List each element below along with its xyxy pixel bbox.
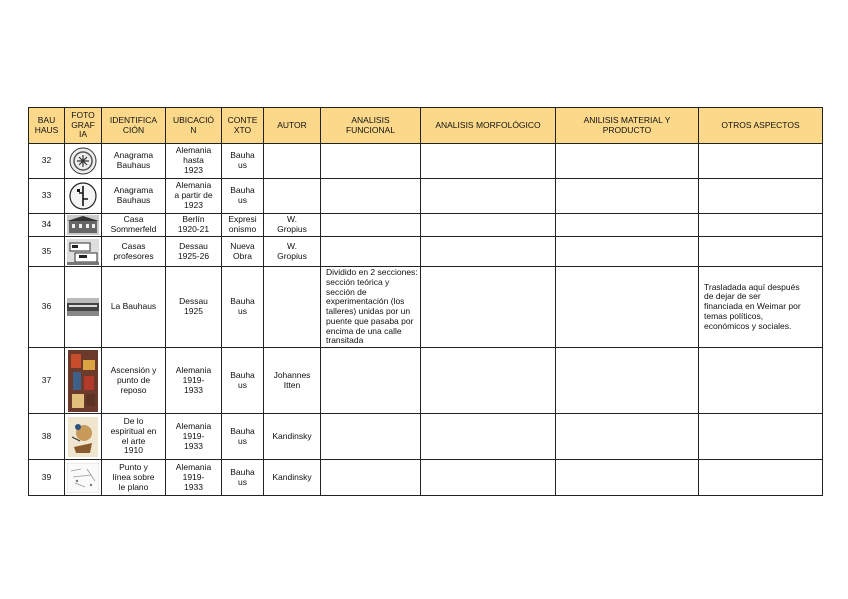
row-analisis-morfologico: [421, 414, 556, 460]
row-autor: Kandinsky: [264, 414, 321, 460]
row-analisis-funcional: [321, 214, 421, 237]
row-analisis-funcional: [321, 414, 421, 460]
header-foto: FOTO GRAF IA: [65, 108, 102, 144]
row-analisis-morfologico: [421, 214, 556, 237]
table-row: [29, 267, 823, 348]
row-ubicacion: Alemania a partir de 1923: [166, 179, 222, 214]
row-identificacion: Punto y línea sobre le plano: [102, 460, 166, 496]
row-analisis-material: [556, 414, 699, 460]
row-analisis-material: [556, 460, 699, 496]
header-autor: AUTOR: [264, 108, 321, 144]
header-analisis-morfologico: ANALISIS MORFOLÓGICO: [421, 108, 556, 144]
row-identificacion: De lo espiritual en el arte 1910: [102, 414, 166, 460]
row-identificacion: Casa Sommerfeld: [102, 214, 166, 237]
row-number: 34: [29, 214, 65, 237]
row-autor: [264, 179, 321, 214]
row-number: 39: [29, 460, 65, 496]
row-photo: [65, 267, 102, 348]
row-analisis-material: [556, 237, 699, 267]
book-cover-spiritual: [66, 417, 100, 457]
row-number: 32: [29, 144, 65, 179]
row-analisis-morfologico: [421, 348, 556, 414]
header-contexto: CONTE XTO: [222, 108, 264, 144]
row-ubicacion: Alemania hasta 1923: [166, 144, 222, 179]
header-identificacion: IDENTIFICA CIÓN: [102, 108, 166, 144]
row-contexto: Bauha us: [222, 144, 264, 179]
building-photo: [66, 215, 100, 235]
row-autor: [264, 267, 321, 348]
bauhaus-analysis-table: [28, 107, 823, 496]
row-analisis-morfologico: [421, 144, 556, 179]
row-number: 38: [29, 414, 65, 460]
row-photo: [65, 348, 102, 414]
header-ubicacion: UBICACIÓ N: [166, 108, 222, 144]
row-analisis-morfologico: [421, 179, 556, 214]
table-row: [29, 348, 823, 414]
row-analisis-funcional: [321, 179, 421, 214]
row-photo: [65, 179, 102, 214]
row-ubicacion: Dessau 1925-26: [166, 237, 222, 267]
face-emblem-icon: [66, 181, 100, 211]
row-analisis-material: [556, 348, 699, 414]
row-identificacion: Ascensión y punto de reposo: [102, 348, 166, 414]
emblem-icon: [66, 146, 100, 176]
row-analisis-funcional: [321, 348, 421, 414]
row-contexto: Bauha us: [222, 179, 264, 214]
row-otros-aspectos: [699, 460, 823, 496]
row-autor: [264, 144, 321, 179]
row-ubicacion: Dessau 1925: [166, 267, 222, 348]
sketch-point-line: [66, 463, 100, 493]
painting-ascension: [66, 350, 100, 412]
row-analisis-funcional: [321, 144, 421, 179]
row-analisis-material: [556, 214, 699, 237]
row-photo: [65, 214, 102, 237]
row-photo: [65, 460, 102, 496]
row-otros-aspectos: [699, 179, 823, 214]
row-identificacion: Anagrama Bauhaus: [102, 179, 166, 214]
row-number: 37: [29, 348, 65, 414]
row-identificacion: Casas profesores: [102, 237, 166, 267]
table-row: [29, 237, 823, 267]
header-row: [29, 108, 823, 144]
row-identificacion: Anagrama Bauhaus: [102, 144, 166, 179]
row-ubicacion: Alemania 1919- 1933: [166, 460, 222, 496]
row-analisis-funcional: Dividido en 2 secciones: sección teórica y sección de experimentación (los talleres) unidas por un puente que pasaba por encima de una calle transitada: [321, 267, 421, 348]
table-row: [29, 214, 823, 237]
table-row: [29, 144, 823, 179]
row-ubicacion: Alemania 1919- 1933: [166, 348, 222, 414]
table-row: [29, 179, 823, 214]
row-analisis-material: [556, 179, 699, 214]
row-contexto: Expresi onismo: [222, 214, 264, 237]
row-otros-aspectos: [699, 348, 823, 414]
header-analisis-material: ANILISIS MATERIAL Y PRODUCTO: [556, 108, 699, 144]
row-otros-aspectos: [699, 144, 823, 179]
row-analisis-material: [556, 267, 699, 348]
row-analisis-morfologico: [421, 267, 556, 348]
houses-photo: [66, 239, 100, 265]
row-analisis-morfologico: [421, 460, 556, 496]
row-photo: [65, 414, 102, 460]
row-analisis-material: [556, 144, 699, 179]
row-contexto: Bauha us: [222, 414, 264, 460]
row-analisis-funcional: [321, 460, 421, 496]
header-bauhaus: BAU HAUS: [29, 108, 65, 144]
table-row: [29, 414, 823, 460]
row-otros-aspectos: [699, 414, 823, 460]
row-photo: [65, 144, 102, 179]
row-photo: [65, 237, 102, 267]
row-analisis-funcional: [321, 237, 421, 267]
table-row: [29, 460, 823, 496]
row-autor: Kandinsky: [264, 460, 321, 496]
row-otros-aspectos: Trasladada aquí después de dejar de ser financiada en Weimar por temas políticos, económicos y sociales.: [699, 267, 823, 348]
row-contexto: Bauha us: [222, 348, 264, 414]
row-otros-aspectos: [699, 237, 823, 267]
row-identificacion: La Bauhaus: [102, 267, 166, 348]
row-contexto: Nueva Obra: [222, 237, 264, 267]
header-analisis-funcional: ANALISIS FUNCIONAL: [321, 108, 421, 144]
row-number: 35: [29, 237, 65, 267]
row-autor: W. Gropius: [264, 237, 321, 267]
row-ubicacion: Alemania 1919- 1933: [166, 414, 222, 460]
bauhaus-building-photo: [66, 298, 100, 316]
header-otros-aspectos: OTROS ASPECTOS: [699, 108, 823, 144]
row-otros-aspectos: [699, 214, 823, 237]
row-ubicacion: Berlín 1920-21: [166, 214, 222, 237]
row-contexto: Bauha us: [222, 267, 264, 348]
row-number: 36: [29, 267, 65, 348]
row-analisis-morfologico: [421, 237, 556, 267]
row-autor: W. Gropius: [264, 214, 321, 237]
row-contexto: Bauha us: [222, 460, 264, 496]
row-number: 33: [29, 179, 65, 214]
row-autor: Johannes Itten: [264, 348, 321, 414]
